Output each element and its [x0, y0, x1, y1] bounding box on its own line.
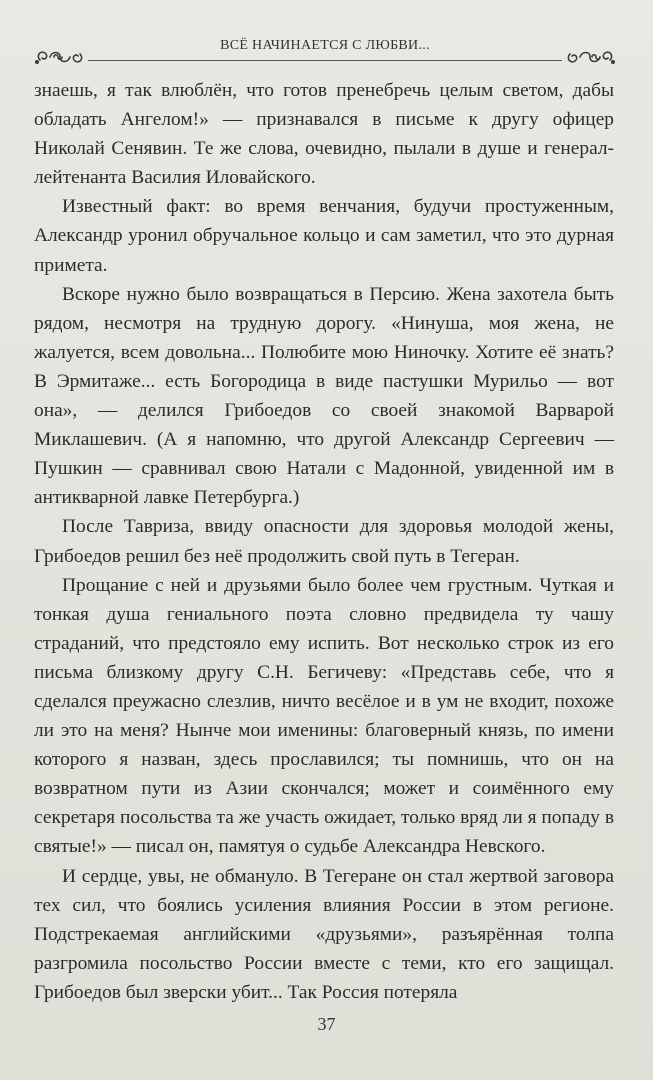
header-title: ВСЁ НАЧИНАЕТСЯ С ЛЮБВИ... — [220, 38, 430, 53]
page-number: 37 — [317, 1014, 336, 1034]
running-header — [30, 36, 620, 76]
paragraph: знаешь, я так влюблён, что готов пренебречь целым светом, дабы обладать Ангелом!» — признавался в письме к другу офицер Николай Сенявин. Те же слова, очевидно, пылали в душе и генерал-лейтенанта Василия Иловайского. — [34, 80, 614, 189]
paragraph: И сердце, увы, не обмануло. В Тегеране он стал жертвой заговора тех сил, что боялись усиления влияния России в этом регионе. Подстрекаемая английскими «друзьями», разъярённая толпа разгромила посольство России вместе с теми, кто его защищал. Грибоедов был зверски убит... Так Россия потеряла — [34, 865, 614, 1003]
header-rule — [88, 60, 562, 61]
ornament-right-icon — [564, 46, 616, 68]
paragraph: После Тавриза, ввиду опасности для здоровья молодой жены, Грибоедов решил без неё продолжить свой путь в Тегеран. — [34, 516, 614, 567]
body-text — [34, 76, 614, 1007]
paragraph: Прощание с ней и друзьями было более чем грустным. Чуткая и тонкая душа гениального поэта словно предвидела ту чашу страданий, что предстояло ему испить. Вот несколько строк из его письма близкому другу С.Н. Бегичеву: «Представь себе, что я сделался преужасно слезлив, ничто весёлое и в ум не входит, похоже ли это на меня? Нынче мои именины: благоверный князь, по имени которого я назван, здесь прославился; ты помнишь, что он на возвратном пути из Азии скончался; может и соимённого ему секретаря посольства та же участь ожидает, только вряд ли я попаду в святые!» — писал он, памятуя о судьбе Александра Невского. — [34, 574, 614, 858]
paragraph: Вскоре нужно было возвращаться в Персию. Жена захотела быть рядом, несмотря на трудную дорогу. «Нинуша, моя жена, не жалуется, всем довольна... Полюбите мою Ниночку. Хотите её знать? В Эрмитаже... есть Богородица в виде пастушки Мурильо — вот она», — делился Грибоедов со своей знакомой Варварой Миклашевич. (А я напомню, что другой Александр Сергеевич — Пушкин — сравнивал свою Натали с Мадонной, увиденной им в антикварной лавке Петербурга.) — [34, 283, 614, 509]
paragraph: Известный факт: во время венчания, будучи простуженным, Александр уронил обручальное кольцо и сам заметил, что это дурная примета. — [34, 196, 614, 276]
